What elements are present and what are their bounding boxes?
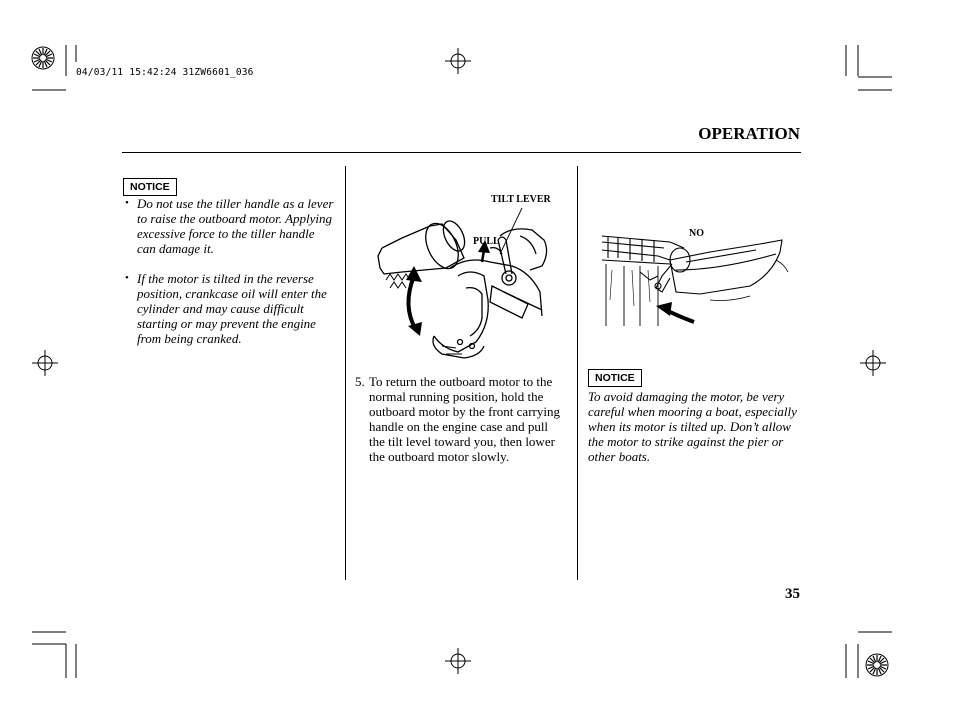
step-text: To return the outboard motor to the normal running position, hold the outboard motor by the front carrying handle on the engine case and pull the tilt level toward you, then lower the outboard motor slowly. <box>369 374 560 464</box>
notice-bullet <box>125 271 335 346</box>
registration-target-icon <box>31 46 55 70</box>
bullet-icon: • <box>125 272 129 284</box>
figure-label-no: NO <box>689 228 704 239</box>
column-divider <box>345 166 346 580</box>
notice-bullet-text: If the motor is tilted in the reverse position, crankcase oil will enter the cylinder and may cause difficult starting or may prevent the engine from being cranked. <box>137 271 327 346</box>
registration-target-icon <box>865 653 889 677</box>
figure-label-pull: PULL <box>473 236 500 247</box>
page-number: 35 <box>785 586 800 602</box>
step-number: 5. <box>355 374 365 389</box>
crosshair-icon <box>445 648 471 674</box>
crosshair-icon <box>860 350 886 376</box>
notice-badge: NOTICE <box>588 369 642 387</box>
bullet-icon: • <box>125 197 129 209</box>
section-title: OPERATION <box>698 124 800 143</box>
crosshair-icon <box>32 350 58 376</box>
notice-bullet <box>125 196 335 256</box>
column-divider <box>577 166 578 580</box>
tilt-lever-illustration <box>372 196 572 366</box>
step-5 <box>355 374 567 464</box>
header-rule <box>122 152 801 153</box>
print-stamp: 04/03/11 15:42:24 31ZW6601_036 <box>76 67 254 78</box>
mooring-illustration <box>600 230 800 330</box>
notice-text: To avoid damaging the motor, be very careful when mooring a boat, especially when its motor is tilted up. Don’t allow the motor to strike against the pier or other boats. <box>588 389 797 464</box>
figure-label-tilt-lever: TILT LEVER <box>491 194 551 205</box>
notice-bullet-text: Do not use the tiller handle as a lever to raise the outboard motor. Applying excessive force to the tiller handle can damage it. <box>137 196 334 256</box>
crosshair-icon <box>445 48 471 74</box>
notice-badge: NOTICE <box>123 178 177 196</box>
